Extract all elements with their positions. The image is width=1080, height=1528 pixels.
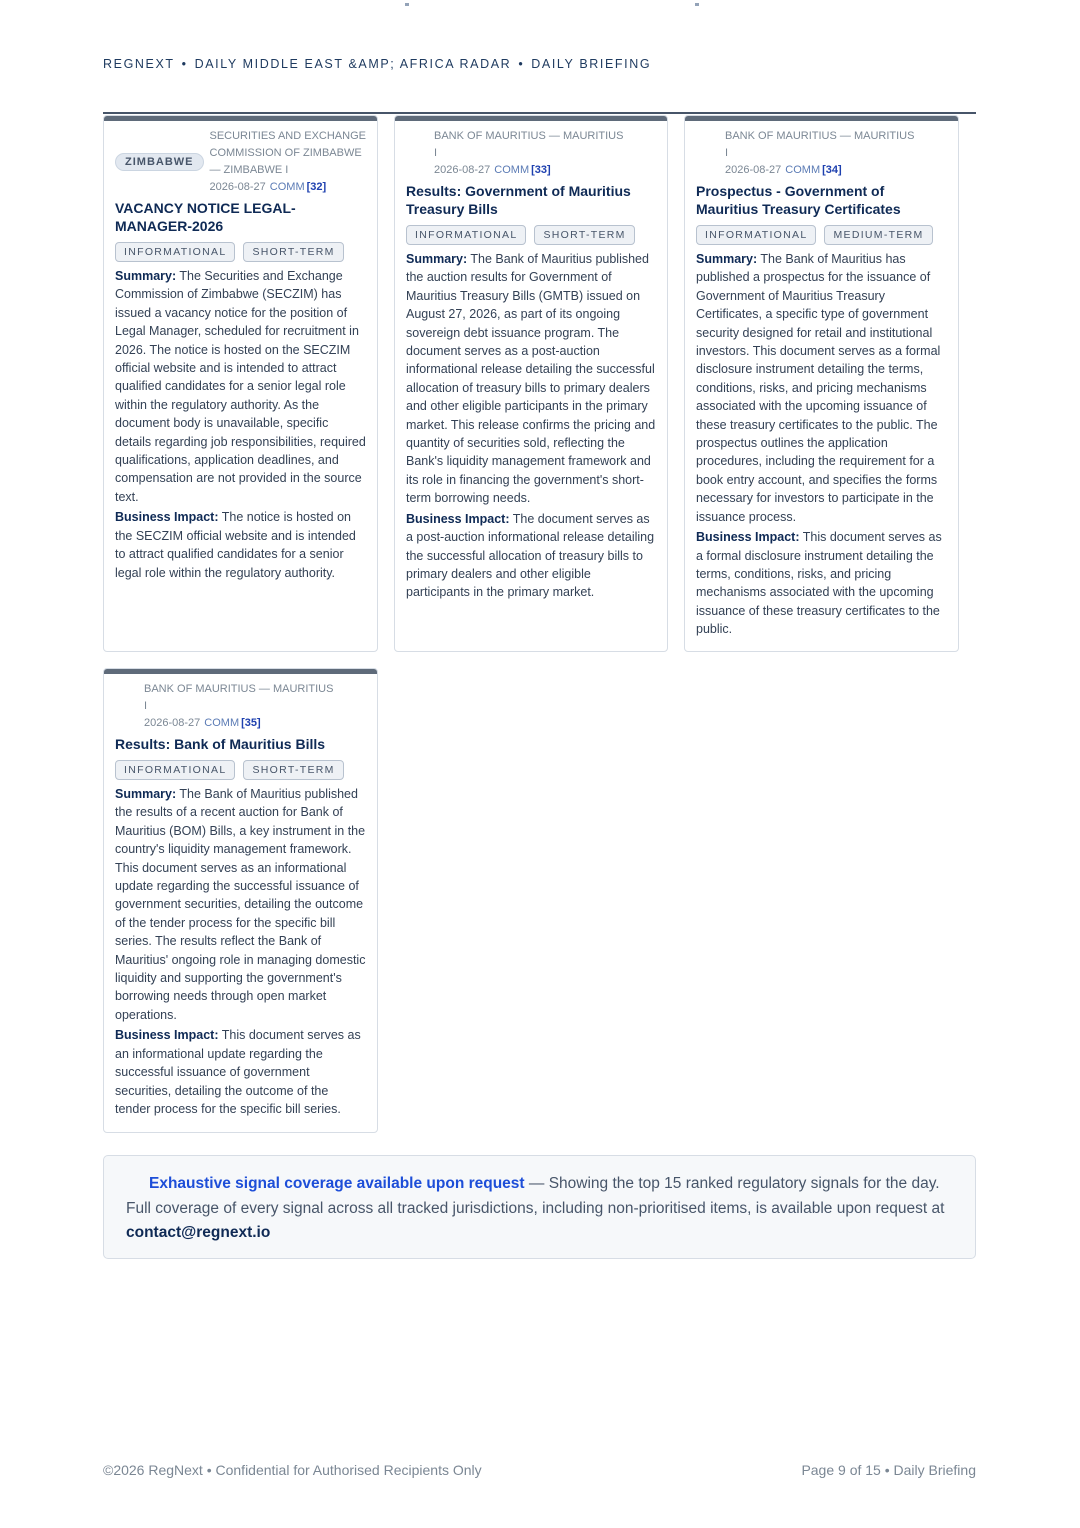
- card-source: BANK OF MAURITIUS — MAURITIUS I: [144, 683, 334, 712]
- card-summary: Summary: The Securities and Exchange Commission of Zimbabwe (SECZIM) has issued a vacancy notice for the position of Legal Manager, scheduled for recruitment in 2026. The notice is hosted on the SECZIM official website and is intended to attract qualified candidates for a senior legal role within the regulatory authority. As the document body is unavailable, specific details regarding job responsibilities, required qualifications, application deadlines, and compensation are not provided in the source text.: [115, 269, 366, 504]
- top-mark-right: [695, 3, 699, 6]
- tag-impact: INFORMATIONAL: [115, 760, 235, 780]
- card-comm: COMM: [269, 181, 305, 193]
- tag-impact: INFORMATIONAL: [115, 242, 235, 262]
- card-source: SECURITIES AND EXCHANGE COMMISSION OF ZIMBABWE — ZIMBABWE I: [209, 130, 366, 176]
- country-tag: ZIMBABWE: [115, 153, 204, 171]
- card-ref-link[interactable]: [35]: [241, 717, 261, 729]
- card-date: 2026-08-27: [209, 181, 266, 193]
- card-impact: Business Impact: This document serves as a formal disclosure instrument detailing the terms, conditions, risks, and pricing mechanisms associated with the upcoming issuance of these treasury certificates to the public.: [696, 530, 942, 637]
- card-meta: [210, 128, 367, 196]
- tag-horizon: SHORT-TERM: [243, 760, 343, 780]
- card-title: Results: Bank of Mauritius Bills: [115, 736, 326, 752]
- card-summary: Summary: The Bank of Mauritius has published a prospectus for the issuance of Government of Mauritius Treasury Certificates, a specific type of government security designed for retail and institutional investors. This document serves as a formal disclosure instrument detailing the terms, conditions, risks, and pricing mechanisms associated with the upcoming issuance of these treasury certificates to the public. The prospectus outlines the application procedures, including the requirement for a book entry account, and specifies the forms necessary for investors to participate in the issuance process.: [696, 252, 941, 524]
- coverage-body: — Showing the top 15 ranked regulatory signals for the day. Full coverage of every signal across all tracked jurisdictions, including non-prioritised items, is available upon request at: [126, 1175, 945, 1217]
- header-section: DAILY MIDDLE EAST &AMP; AFRICA RADAR: [194, 57, 512, 71]
- card-ref-link[interactable]: [33]: [531, 164, 551, 176]
- card-comm: COMM: [494, 164, 530, 176]
- signal-card: [103, 115, 378, 652]
- tag-horizon: SHORT-TERM: [243, 242, 343, 262]
- card-ref-link[interactable]: [34]: [822, 164, 842, 176]
- card-impact: Business Impact: The notice is hosted on the SECZIM official website and is intended to attract qualified candidates for a senior legal role within the regulatory authority.: [115, 510, 356, 580]
- header-brand: REGNEXT: [103, 57, 175, 71]
- card-source: BANK OF MAURITIUS — MAURITIUS I: [434, 130, 624, 159]
- card-summary: Summary: The Bank of Mauritius published the auction results for Government of Mauritius Treasury Bills (GMTB) issued on August 27, 2026, as part of its ongoing sovereign debt issuance program. The document serves as a post-auction informational release detailing the successful allocation of treasury bills to primary dealers and other eligible participants in the primary market. This release confirms the pricing and quantity of securities sold, reflecting the Bank's liquidity management framework and its role in financing the government's short-term borrowing needs.: [406, 252, 656, 506]
- card-meta: [406, 128, 656, 179]
- tag-horizon: MEDIUM-TERM: [824, 225, 932, 245]
- footer-page-number: Page 9 of 15 • Daily Briefing: [801, 1462, 976, 1478]
- signal-card: [103, 668, 378, 1133]
- card-meta: [696, 128, 947, 179]
- card-ref-link[interactable]: [32]: [306, 181, 327, 193]
- footer-copyright: ©2026 RegNext • Confidential for Authorised Recipients Only: [103, 1462, 482, 1478]
- coverage-headline-link[interactable]: Exhaustive signal coverage available upon request: [149, 1175, 525, 1192]
- card-impact: Business Impact: The document serves as a post-auction informational release detailing the successful allocation of treasury bills to primary dealers and other eligible participants in the primary market.: [406, 511, 655, 600]
- contact-email-link[interactable]: contact@regnext.io: [126, 1224, 271, 1241]
- signal-card: [394, 115, 668, 652]
- signal-card: [684, 115, 959, 652]
- tag-impact: INFORMATIONAL: [406, 225, 526, 245]
- header-rule: [103, 112, 976, 114]
- card-title: Results: Government of Mauritius Treasury Bills: [406, 183, 631, 217]
- tag-horizon: SHORT-TERM: [534, 225, 634, 245]
- header-kind: DAILY BRIEFING: [531, 57, 652, 71]
- page-header: REGNEXT • DAILY MIDDLE EAST &AMP; AFRICA RADAR • DAILY BRIEFING: [103, 57, 652, 71]
- card-comm: COMM: [204, 717, 240, 729]
- card-title: Prospectus - Government of Mauritius Treasury Certificates: [696, 183, 901, 217]
- card-comm: COMM: [785, 164, 821, 176]
- card-date: 2026-08-27: [434, 164, 491, 176]
- card-title: VACANCY NOTICE LEGAL-MANAGER-2026: [115, 200, 296, 234]
- card-impact: Business Impact: This document serves as an informational update regarding the successful issuance of government securities, detailing the outcome of the tender process for the specific bill series.: [115, 1028, 361, 1116]
- card-date: 2026-08-27: [725, 164, 782, 176]
- coverage-notice: [103, 1155, 976, 1259]
- top-mark-left: [405, 3, 409, 6]
- tag-impact: INFORMATIONAL: [696, 225, 816, 245]
- card-summary: Summary: The Bank of Mauritius published the results of a recent auction for Bank of Mauritius (BOM) Bills, a key instrument in the country's liquidity management framework. This document serves as an informational update regarding the successful issuance of government securities, detailing the outcome of the tender process for the specific bill series. The results reflect the Bank of Mauritius' ongoing role in managing domestic liquidity and supporting the government's borrowing needs through open market operations.: [115, 787, 366, 1022]
- card-meta: [115, 681, 366, 732]
- card-source: BANK OF MAURITIUS — MAURITIUS I: [725, 130, 915, 159]
- card-date: 2026-08-27: [144, 717, 201, 729]
